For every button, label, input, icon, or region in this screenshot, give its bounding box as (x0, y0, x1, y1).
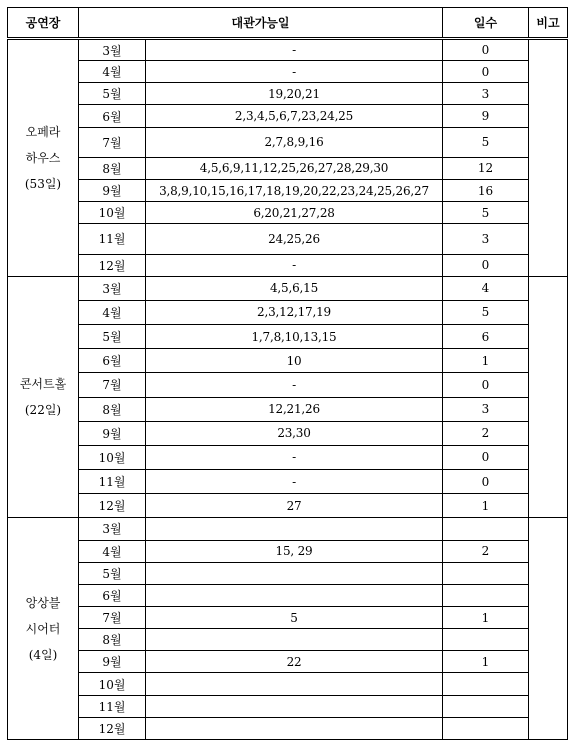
table-row (8, 562, 568, 584)
available-dates-cell: 3,8,9,10,15,16,17,18,19,20,22,23,24,25,26,27 (146, 179, 443, 201)
month-cell: 6월 (79, 349, 146, 373)
venue-name-line: 하우스 (25, 150, 61, 165)
venue-name-line: 콘서트홀 (19, 377, 67, 392)
month-cell: 12월 (79, 717, 146, 739)
venue-name-cell (8, 39, 79, 277)
days-count-cell: 2 (443, 540, 529, 562)
table-row (8, 300, 568, 324)
days-count-cell: 0 (443, 445, 529, 469)
table-row (8, 651, 568, 673)
available-dates-cell: - (146, 39, 443, 61)
venue-name-line: (53일) (24, 176, 62, 191)
month-cell: 10월 (79, 445, 146, 469)
available-dates-cell: - (146, 373, 443, 397)
days-count-cell (443, 673, 529, 695)
table-row (8, 157, 568, 179)
month-cell: 7월 (79, 607, 146, 629)
days-count-cell: 1 (443, 607, 529, 629)
month-cell: 12월 (79, 254, 146, 276)
table-row (8, 494, 568, 518)
available-dates-cell: - (146, 254, 443, 276)
venue-name-line: 오페라 (25, 124, 61, 139)
month-cell: 5월 (79, 83, 146, 105)
days-count-cell: 1 (443, 494, 529, 518)
days-count-cell: 0 (443, 254, 529, 276)
available-dates-cell (146, 629, 443, 651)
table-row (8, 39, 568, 61)
days-count-cell: 0 (443, 470, 529, 494)
days-count-cell: 0 (443, 61, 529, 83)
days-count-cell: 5 (443, 127, 529, 157)
note-cell (529, 276, 568, 518)
available-dates-cell: - (146, 61, 443, 83)
table-row (8, 397, 568, 421)
days-count-cell (443, 562, 529, 584)
month-cell: 9월 (79, 421, 146, 445)
month-cell: 7월 (79, 373, 146, 397)
days-count-cell (443, 717, 529, 739)
days-count-cell: 3 (443, 224, 529, 254)
days-count-cell: 3 (443, 397, 529, 421)
available-dates-cell: 12,21,26 (146, 397, 443, 421)
venue-name-line: 시어터 (25, 621, 61, 636)
available-dates-cell: 19,20,21 (146, 83, 443, 105)
month-cell: 3월 (79, 276, 146, 300)
month-cell: 8월 (79, 157, 146, 179)
header-days: 일수 (443, 8, 529, 39)
table-row (8, 61, 568, 83)
available-dates-cell: 4,5,6,9,11,12,25,26,27,28,29,30 (146, 157, 443, 179)
month-cell: 3월 (79, 39, 146, 61)
month-cell: 4월 (79, 540, 146, 562)
table-row (8, 105, 568, 127)
rental-schedule-table (7, 7, 568, 740)
days-count-cell: 1 (443, 349, 529, 373)
table-row (8, 695, 568, 717)
table-row (8, 629, 568, 651)
days-count-cell (443, 518, 529, 540)
days-count-cell: 9 (443, 105, 529, 127)
month-cell: 11월 (79, 695, 146, 717)
table-row (8, 607, 568, 629)
header-venue: 공연장 (8, 8, 79, 39)
venue-name-line: (4일) (28, 647, 58, 662)
available-dates-cell: 10 (146, 349, 443, 373)
available-dates-cell: 2,7,8,9,16 (146, 127, 443, 157)
table-body (8, 39, 568, 740)
available-dates-cell: 2,3,12,17,19 (146, 300, 443, 324)
header-available-dates: 대관가능일 (79, 8, 443, 39)
table-row (8, 421, 568, 445)
note-cell (529, 39, 568, 277)
month-cell: 5월 (79, 562, 146, 584)
available-dates-cell (146, 562, 443, 584)
month-cell: 4월 (79, 300, 146, 324)
table-row (8, 276, 568, 300)
month-cell: 10월 (79, 673, 146, 695)
month-cell: 7월 (79, 127, 146, 157)
month-cell: 6월 (79, 584, 146, 606)
table-row (8, 224, 568, 254)
available-dates-cell: 22 (146, 651, 443, 673)
available-dates-cell (146, 695, 443, 717)
days-count-cell (443, 629, 529, 651)
days-count-cell: 4 (443, 276, 529, 300)
available-dates-cell: 24,25,26 (146, 224, 443, 254)
table-row (8, 673, 568, 695)
days-count-cell: 5 (443, 300, 529, 324)
month-cell: 10월 (79, 202, 146, 224)
month-cell: 9월 (79, 179, 146, 201)
available-dates-cell: 23,30 (146, 421, 443, 445)
table-row (8, 202, 568, 224)
table-row (8, 349, 568, 373)
days-count-cell: 16 (443, 179, 529, 201)
available-dates-cell: 6,20,21,27,28 (146, 202, 443, 224)
month-cell: 5월 (79, 325, 146, 349)
table-row (8, 83, 568, 105)
month-cell: 11월 (79, 224, 146, 254)
available-dates-cell (146, 673, 443, 695)
available-dates-cell: 2,3,4,5,6,7,23,24,25 (146, 105, 443, 127)
venue-name-line: 앙상블 (25, 595, 61, 610)
available-dates-cell: 1,7,8,10,13,15 (146, 325, 443, 349)
available-dates-cell: 15, 29 (146, 540, 443, 562)
table-row (8, 717, 568, 739)
header-row (8, 8, 568, 39)
month-cell: 3월 (79, 518, 146, 540)
table-row (8, 127, 568, 157)
venue-name-cell (8, 518, 79, 740)
month-cell: 6월 (79, 105, 146, 127)
month-cell: 4월 (79, 61, 146, 83)
table-row (8, 254, 568, 276)
table-row (8, 518, 568, 540)
days-count-cell (443, 584, 529, 606)
month-cell: 8월 (79, 629, 146, 651)
table-row (8, 540, 568, 562)
days-count-cell: 0 (443, 39, 529, 61)
days-count-cell: 5 (443, 202, 529, 224)
table-row (8, 584, 568, 606)
month-cell: 12월 (79, 494, 146, 518)
month-cell: 9월 (79, 651, 146, 673)
header-note: 비고 (529, 8, 568, 39)
available-dates-cell: - (146, 470, 443, 494)
available-dates-cell: 27 (146, 494, 443, 518)
table-row (8, 325, 568, 349)
days-count-cell: 0 (443, 373, 529, 397)
month-cell: 8월 (79, 397, 146, 421)
note-cell (529, 518, 568, 740)
available-dates-cell (146, 584, 443, 606)
table-row (8, 373, 568, 397)
available-dates-cell (146, 518, 443, 540)
table-row (8, 470, 568, 494)
venue-name-cell (8, 276, 79, 518)
days-count-cell: 12 (443, 157, 529, 179)
available-dates-cell: - (146, 445, 443, 469)
venue-name-line: (22일) (24, 403, 62, 418)
table-row (8, 445, 568, 469)
table-row (8, 179, 568, 201)
days-count-cell (443, 695, 529, 717)
month-cell: 11월 (79, 470, 146, 494)
days-count-cell: 3 (443, 83, 529, 105)
days-count-cell: 1 (443, 651, 529, 673)
days-count-cell: 6 (443, 325, 529, 349)
days-count-cell: 2 (443, 421, 529, 445)
available-dates-cell (146, 717, 443, 739)
available-dates-cell: 4,5,6,15 (146, 276, 443, 300)
available-dates-cell: 5 (146, 607, 443, 629)
